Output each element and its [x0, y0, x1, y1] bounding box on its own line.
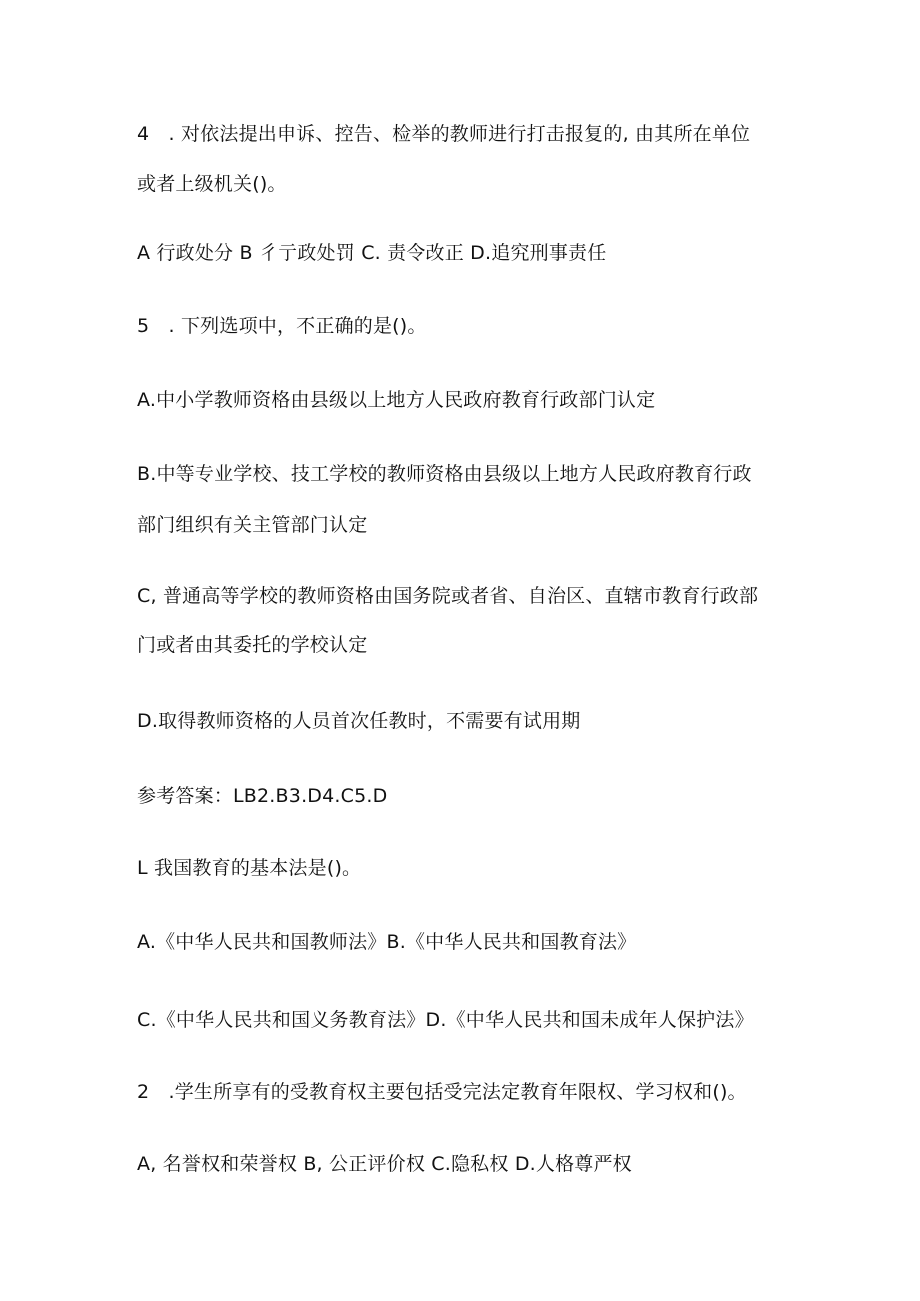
question-2-text: 2 .学生所享有的受教育权主要包括受完法定教育年限权、学习权和()。 — [137, 1081, 747, 1103]
question-5-option-b-line-2: 部门组织有关主管部门认定 — [137, 514, 368, 536]
question-5-option-a: A.中小学教师资格由县级以上地方人民政府教育行政部门认定 — [137, 389, 656, 411]
question-1-options-ab: A.《中华人民共和国教师法》B.《中华人民共和国教育法》 — [137, 931, 637, 953]
question-4-options: A 行政处分 B 彳亍政处罚 C. 责令改正 D.追究刑事责任 — [137, 242, 607, 264]
question-1-text: L 我国教育的基本法是()。 — [137, 857, 362, 879]
question-1-options-cd: C.《中华人民共和国义务教育法》D.《中华人民共和国未成年人保护法》 — [137, 1009, 754, 1031]
question-5-text: 5 . 下列选项中，不正确的是()。 — [137, 315, 427, 337]
answer-key: 参考答案：LB2.B3.D4.C5.D — [137, 785, 388, 807]
question-5-option-c-line-2: 门或者由其委托的学校认定 — [137, 634, 368, 656]
question-5-option-b-line-1: B.中等专业学校、技工学校的教师资格由县级以上地方人民政府教育行政 — [137, 463, 752, 485]
question-4-text-line-2: 或者上级机关()。 — [137, 173, 287, 195]
question-5-option-c-line-1: C, 普通高等学校的教师资格由国务院或者省、自治区、直辖市教育行政部 — [137, 585, 759, 607]
question-5-option-d: D.取得教师资格的人员首次任教时，不需要有试用期 — [137, 710, 581, 732]
question-2-options: A, 名誉权和荣誉权 B, 公正评价权 C.隐私权 D.人格尊严权 — [137, 1153, 632, 1175]
question-4-text-line-1: 4 . 对依法提出申诉、控告、检举的教师进行打击报复的, 由其所在单位 — [137, 123, 751, 145]
